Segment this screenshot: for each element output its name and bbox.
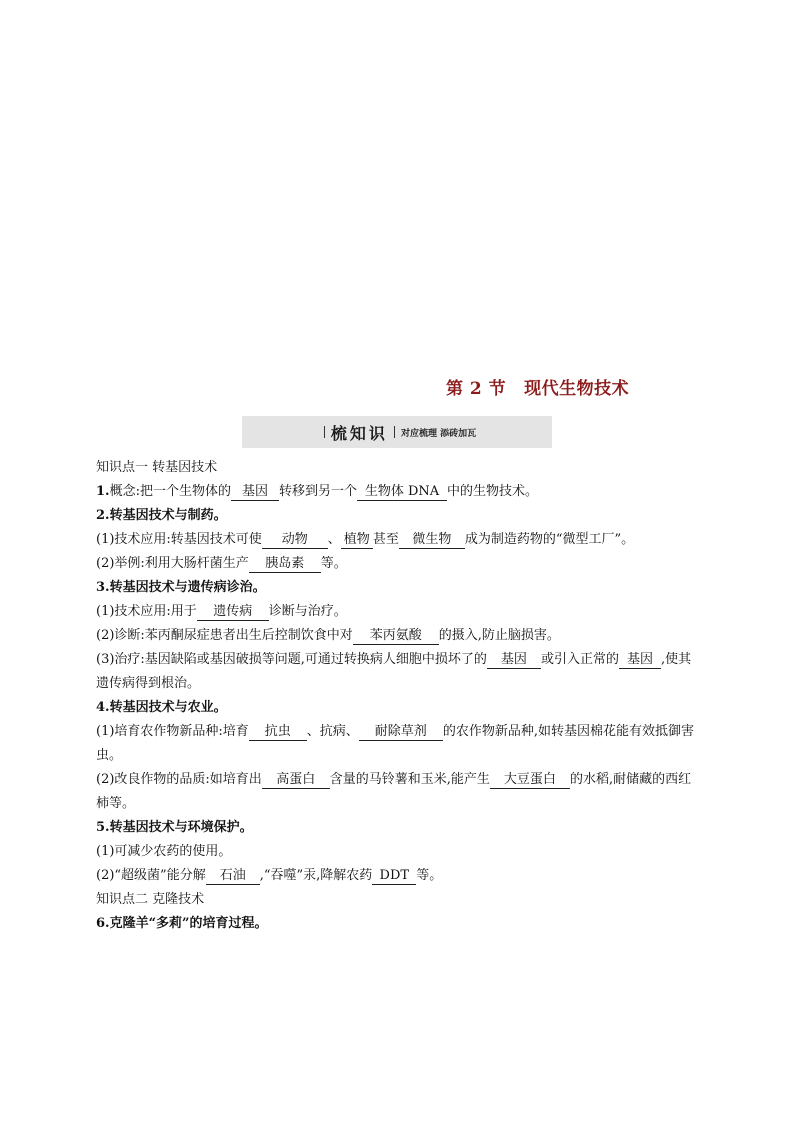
item-6-heading: 6.克隆羊“多莉”的培育过程。 <box>96 916 268 931</box>
item-2-sub-1-text-1: (1)技术应用:转基因技术可使 <box>96 532 262 547</box>
item-4-sub-1 <box>96 720 694 768</box>
answer-blank: DDT <box>372 867 416 885</box>
item-2-heading: 2.转基因技术与制药。 <box>96 508 227 523</box>
item-2-sub-2-text-2: 等。 <box>320 556 347 571</box>
answer-blank: 生物体 DNA <box>357 483 447 501</box>
item-1-text-1: 概念:把一个生物体的 <box>109 484 231 499</box>
answer-blank: 植物 <box>341 531 373 549</box>
item-5-sub-1: (1)可减少农药的使用。 <box>96 844 232 859</box>
answer-blank: 耐除草剂 <box>359 723 443 741</box>
answer-blank: 基因 <box>619 651 661 669</box>
answer-blank: 石油 <box>206 867 260 885</box>
answer-blank: 微生物 <box>399 531 465 549</box>
item-1-concept <box>96 480 694 504</box>
answer-blank: 高蛋白 <box>262 771 330 789</box>
item-3-sub-1-text-1: (1)技术应用:用于 <box>96 604 197 619</box>
item-5-sub-2 <box>96 864 694 888</box>
banner-sub-label: 对应梳理 添砖加瓦 <box>400 428 477 439</box>
item-1-text-2: 转移到另一个 <box>278 484 357 499</box>
answer-blank: 苯丙氨酸 <box>353 627 439 645</box>
answer-blank: 基因 <box>487 651 541 669</box>
banner-divider-right <box>394 426 395 438</box>
item-4-sub-1-text-2: 、抗病、 <box>306 724 359 739</box>
answer-blank: 基因 <box>231 483 279 501</box>
answer-blank: 抗虫 <box>249 723 307 741</box>
item-2-sub-1-text-3: 甚至 <box>372 532 399 547</box>
answer-blank: 胰岛素 <box>249 555 321 573</box>
item-5-sub-2-text-3: 等。 <box>416 868 443 883</box>
item-1-text-3: 中的生物技术。 <box>446 484 538 499</box>
item-4-sub-2 <box>96 768 694 816</box>
item-3-sub-1 <box>96 600 694 624</box>
item-3-sub-2 <box>96 624 694 648</box>
item-4-heading: 4.转基因技术与农业。 <box>96 700 227 715</box>
item-3-sub-3-text-3: ,使其遗传病得到根治。 <box>96 652 692 691</box>
banner-divider-left <box>324 426 325 438</box>
section-number: 第 2 节 <box>446 379 507 399</box>
item-2-sub-1 <box>96 528 694 552</box>
item-2-sub-2 <box>96 552 694 576</box>
item-3-sub-3-text-2: 或引入正常的 <box>540 652 619 667</box>
item-3-sub-2-text-1: (2)诊断:苯丙酮尿症患者出生后控制饮食中对 <box>96 628 353 643</box>
item-5-sub-2-text-2: ,“吞噬”汞,降解农药 <box>259 868 373 883</box>
answer-blank: 遗传病 <box>197 603 269 621</box>
item-5-heading: 5.转基因技术与环境保护。 <box>96 820 253 835</box>
item-3-heading: 3.转基因技术与遗传病诊治。 <box>96 580 266 595</box>
section-title <box>446 374 629 399</box>
item-3-sub-2-text-2: 的摄入,防止脑损害。 <box>438 628 560 643</box>
item-3-sub-1-text-2: 诊断与治疗。 <box>268 604 347 619</box>
item-4-sub-2-text-1: (2)改良作物的品质:如培育出 <box>96 772 262 787</box>
answer-blank: 动物 <box>262 531 328 549</box>
item-2-sub-1-text-2: 、 <box>327 532 341 547</box>
item-1-number: 1. <box>96 484 110 499</box>
knowledge-point-1-heading: 知识点一 转基因技术 <box>96 460 218 475</box>
item-4-sub-1-text-1: (1)培育农作物新品种:培育 <box>96 724 249 739</box>
banner-main-label: 梳知识 <box>330 423 388 443</box>
item-2-sub-2-text-1: (2)举例:利用大肠杆菌生产 <box>96 556 249 571</box>
item-5-sub-2-text-1: (2)“超级菌”能分解 <box>96 868 206 883</box>
item-4-sub-1-text-3: 的农作物新品种,如转基因棉花能有效抵御害虫。 <box>96 724 694 763</box>
item-2-sub-1-text-4: 成为制造药物的“微型工厂”。 <box>464 532 635 547</box>
knowledge-point-2-heading: 知识点二 克隆技术 <box>96 892 205 907</box>
item-4-sub-2-text-3: 的水稻,耐储藏的西红柿等。 <box>96 772 692 811</box>
section-name: 现代生物技术 <box>524 379 630 399</box>
item-4-sub-2-text-2: 含量的马铃薯和玉米,能产生 <box>329 772 490 787</box>
answer-blank: 大豆蛋白 <box>490 771 570 789</box>
document-body <box>96 456 694 936</box>
item-3-sub-3 <box>96 648 694 696</box>
item-3-sub-3-text-1: (3)治疗:基因缺陷或基因破损等问题,可通过转换病人细胞中损坏了的 <box>96 652 487 667</box>
knowledge-banner <box>242 416 552 448</box>
